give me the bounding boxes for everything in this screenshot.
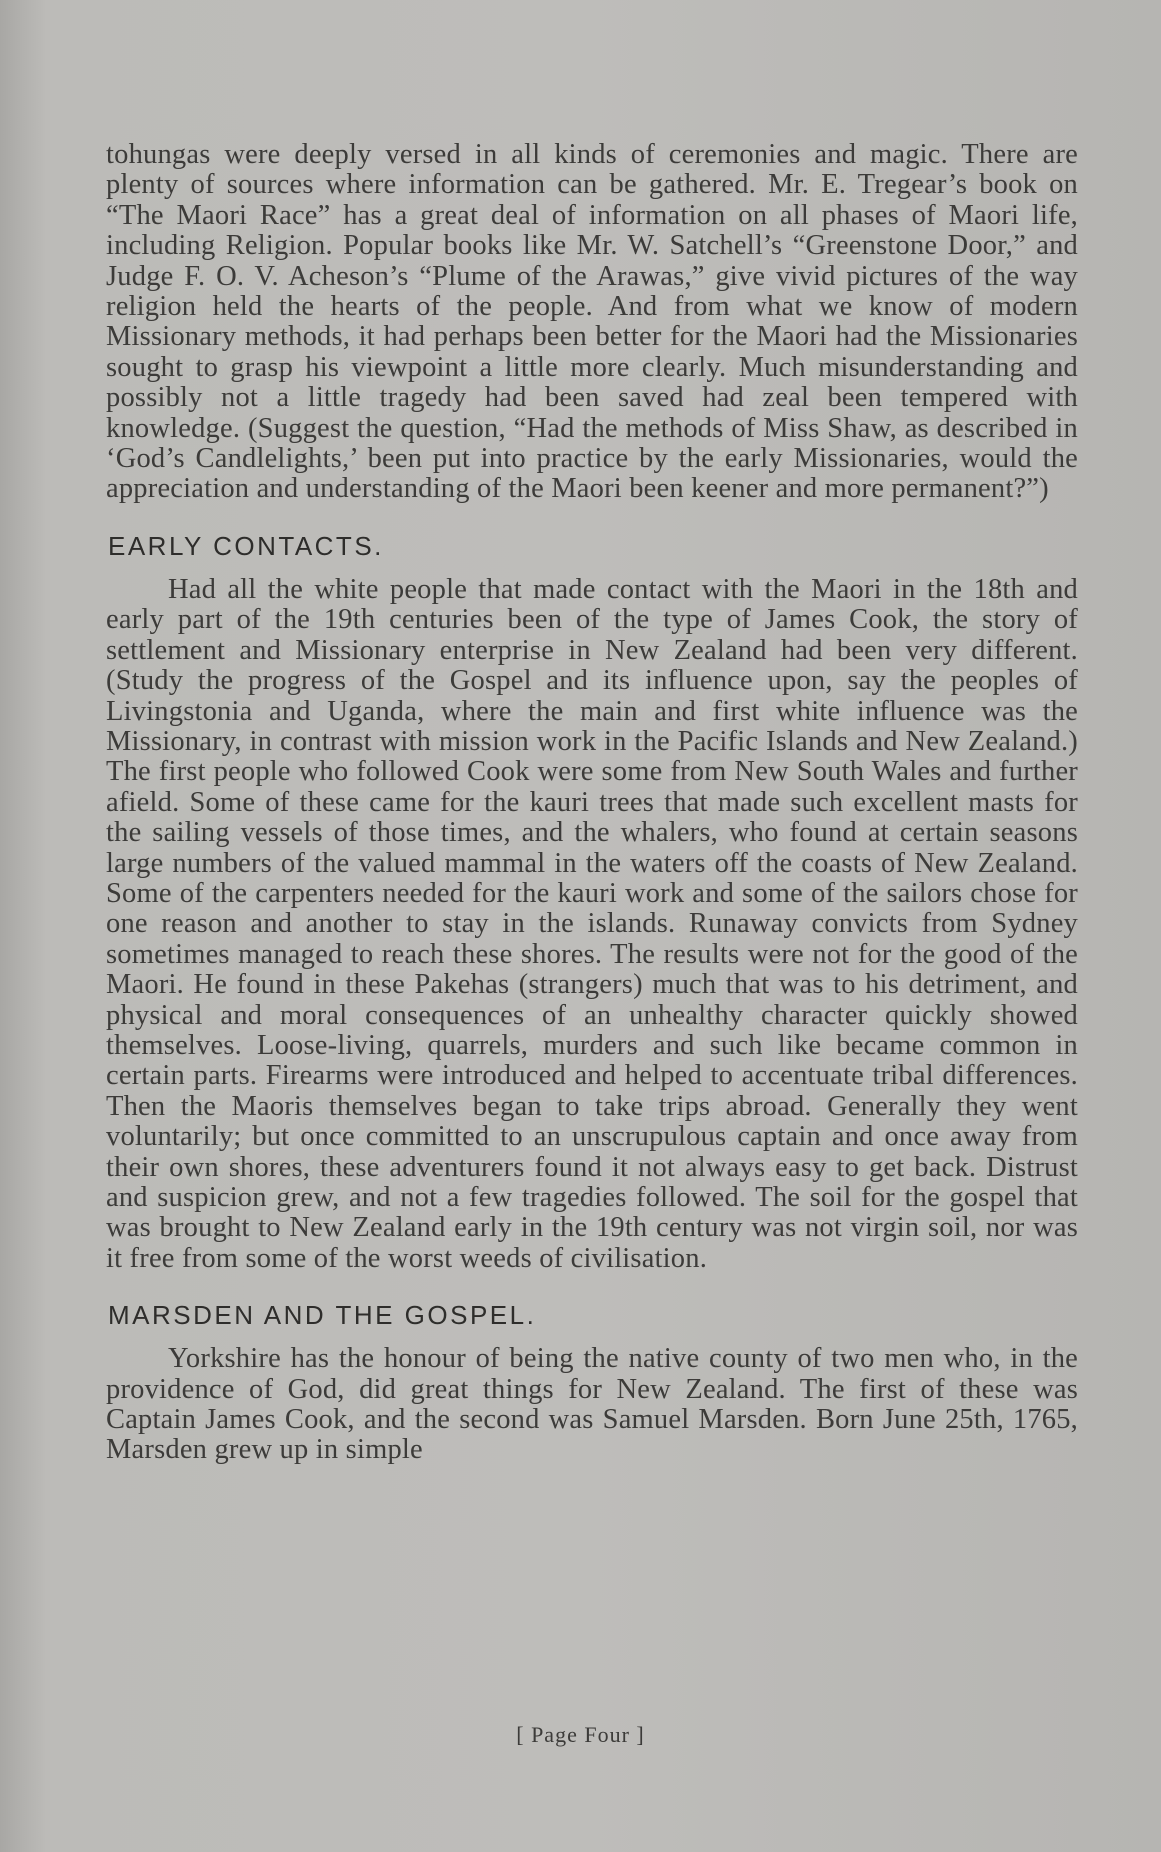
page-body bbox=[106, 140, 1078, 1466]
body-paragraph-1: tohungas were deeply versed in all kinds of ceremonies and magic. There are plenty of sources where information can be gathered. Mr. E. Tregear’s book on “The Maori Race” has a great deal of information on all phases of Maori life, including Religion. Popular books like Mr. W. Satchell’s “Greenstone Door,” and Judge F. O. V. Acheson’s “Plume of the Arawas,” give vivid pictures of the way religion held the hearts of the people. And from what we know of modern Missionary methods, it had perhaps been better for the Maori had the Missionaries sought to grasp his viewpoint a little more clearly. Much misunderstanding and possibly not a little tragedy had been saved had zeal been tempered with knowledge. (Suggest the question, “Had the methods of Miss Shaw, as described in ‘God’s Candlelights,’ been put into practice by the early Missionaries, would the appreciation and understanding of the Maori been keener and more permanent?”) bbox=[106, 139, 1078, 505]
body-paragraph-early-contacts: Had all the white people that made contact with the Maori in the 18th and early part of the 19th centuries been of the type of James Cook, the story of settlement and Missionary enterprise in New Zealand had been very different. (Study the progress of the Gospel and its influence upon, say the peoples of Livingstonia and Uganda, where the main and first white influence was the Missionary, in contrast with mission work in the Pacific Islands and New Zealand.) The first people who followed Cook were some from New South Wales and further afield. Some of these came for the kauri trees that made such excellent masts for the sailing vessels of those times, and the whalers, who found at certain seasons large numbers of the valued mammal in the waters off the coasts of New Zealand. Some of the carpenters needed for the kauri work and some of the sailors chose for one reason and another to stay in the islands. Runaway convicts from Sydney sometimes managed to reach these shores. The results were not for the good of the Maori. He found in these Pakehas (strangers) much that was to his detriment, and physical and moral consequences of an unhealthy character quickly showed themselves. Loose-living, quarrels, murders and such like became common in certain parts. Firearms were introduced and helped to accentuate tribal differences. Then the Maoris themselves began to take trips abroad. Generally they went voluntarily; but once committed to an unscrupulous captain and once away from their own shores, these adventurers found it not always easy to get back. Distrust and suspicion grew, and not a few tragedies followed. The soil for the gospel that was brought to New Zealand early in the 19th century was not virgin soil, nor was it free from some of the worst weeds of civilisation. bbox=[106, 573, 1078, 1274]
page-number-footer: [ Page Four ] bbox=[516, 1722, 645, 1747]
body-paragraph-marsden: Yorkshire has the honour of being the native county of two men who, in the providence of God, did great things for New Zealand. The first of these was Captain James Cook, and the second was Samuel Marsden. Born June 25th, 1765, Marsden grew up in simple bbox=[106, 1343, 1078, 1466]
section-heading-marsden: MARSDEN AND THE GOSPEL. bbox=[108, 1300, 537, 1331]
section-heading-early-contacts: EARLY CONTACTS. bbox=[108, 530, 384, 561]
